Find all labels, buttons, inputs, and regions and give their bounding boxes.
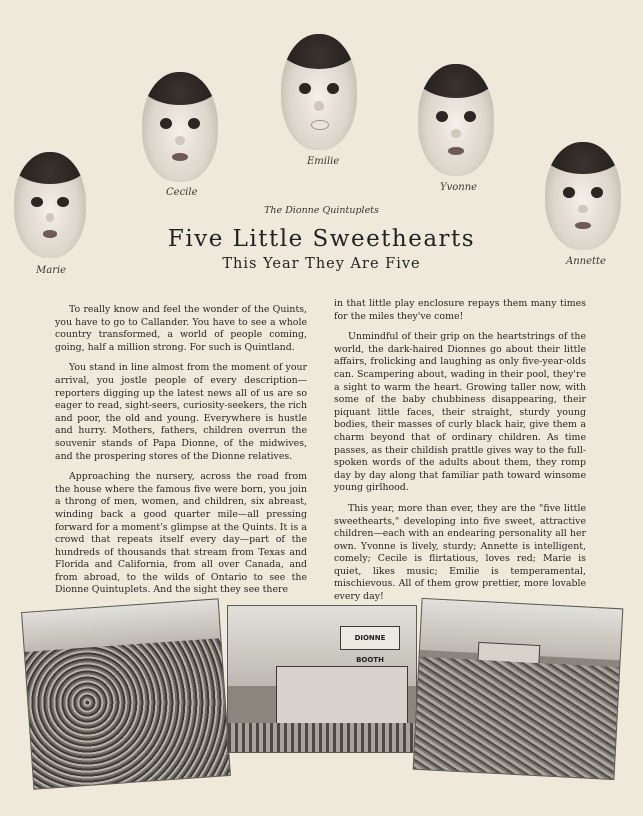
caption-marie: Marie: [36, 265, 67, 276]
left-paragraph-2: You stand in line almost from the moment of your arrival, you jostle people of every description—reporters digging up the latest news all of us are so eager to read, sight-seers, curiosity-seekers, the rich and poor, the old and young. Everywhere is hustle and hurry. Mothers, fathers, children overrun the souvenir stands of Papa Dionne, of the midwives, and the prospering stores of the Dionne relatives.: [55, 362, 308, 462]
portrait-yvonne: [418, 64, 494, 176]
left-paragraph-1: To really know and feel the wonder of the Quints, you have to go to Callander. You have to see a whole country transformed, a world of people coming, going, half a million strong. For such is Quintland.: [55, 304, 307, 353]
photo-credit: The Dionne Quintuplets: [264, 205, 379, 216]
article-right-column: [334, 298, 586, 612]
caption-annette: Annette: [566, 256, 606, 267]
right-paragraph-3: This year, more than ever, they are the "five little sweethearts," developing into five sweet, attractive children—each with an endearing personality all her own. Yvonne is lively, sturdy; Annette is intelligent, comely; Cecile is flirtatious, loves red; Marie is quiet, likes music; Emilie is temperamental, mischievous. All of them grow prettier, more lovable every day!: [334, 502, 586, 603]
right-paragraph-2: Unmindful of their grip on the heartstrings of the world, the dark-haired Dionnes go about their little affairs, frolicking and laughing as only five-year-olds can. Scampering about, wading in their pool, they're a sight to warm the heart. Growing taller now, with some of the baby chubbiness disappearing, their piquant little faces, their straight, sturdy young bodies, their masses of curly black hair, give them a charm beyond that of ordinary children. As time passes, as their childish prattle gives way to the full-spoken words of the adults about them, they romp day by day along that familiar path toward winsome young girlhood.: [334, 331, 586, 494]
article-left-column: [55, 304, 307, 605]
portrait-cecile: [142, 72, 218, 182]
caption-emilie: Emilie: [307, 156, 340, 167]
photo-nursery-grounds: [414, 599, 623, 779]
right-paragraph-1: in that little play enclosure repays them many times for the miles they've come!: [334, 298, 586, 322]
caption-cecile: Cecile: [166, 187, 198, 198]
left-paragraph-3: Approaching the nursery, across the road from the house where the famous five were born, you join a throng of men, women, and children, six abreast, winding back a good quarter mile—all pressing forward for a moment's glimpse at the Quints. It is a crowd that repeats itself every day—part of the hundreds of thousands that stream from Texas and Florida and California, from all over Canada, and from abroad, to the wilds of Ontario to see the Dionne Quintuplets. And the sight they see there: [55, 471, 307, 596]
photo-dionne-booth: [228, 606, 416, 752]
page-title: Five Little Sweethearts: [167, 226, 476, 252]
booth-sign: DIONNE BOOTH: [340, 626, 400, 650]
page-subtitle: This Year They Are Five: [222, 256, 421, 272]
photo-crowd-line: [22, 599, 230, 788]
portrait-emilie: [281, 34, 357, 150]
caption-yvonne: Yvonne: [440, 182, 478, 193]
